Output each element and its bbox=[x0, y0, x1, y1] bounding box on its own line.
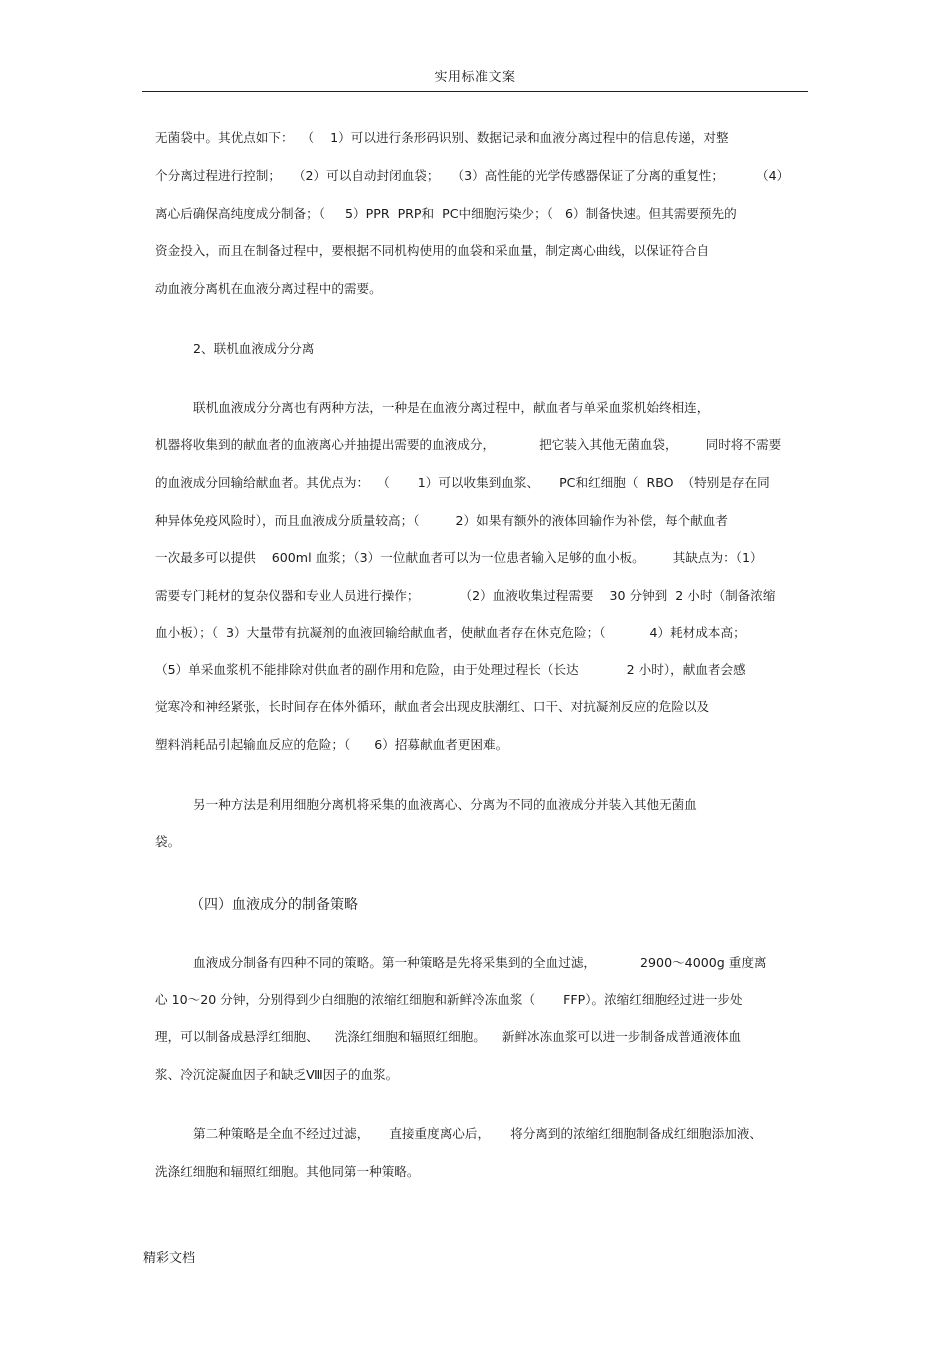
section-heading-strategy: （四）血液成分的制备策略 bbox=[190, 897, 358, 913]
para4-line-3: 理，可以制备成悬浮红细胞、 洗涤红细胞和辐照红细胞。 新鲜冰冻血浆可以进一步制备成普通液体血 bbox=[155, 1029, 742, 1044]
para2-line-10: 塑料消耗品引起输血反应的危险；（ 6）招募献血者更困难。 bbox=[155, 737, 509, 752]
para3-line-1: 另一种方法是利用细胞分离机将采集的血液离心、分离为不同的血液成分并装入其他无菌血 bbox=[193, 797, 697, 812]
para4-line-2: 心 10～20 分钟，分别得到少白细胞的浓缩红细胞和新鲜冷冻血浆（ FFP）。浓缩红细胞经过进一步处 bbox=[155, 992, 743, 1007]
para1-line-1: 无菌袋中。其优点如下： （ 1）可以进行条形码识别、数据记录和血液分离过程中的信息传递，对整 bbox=[155, 130, 729, 145]
page-header-title: 实用标准文案 bbox=[434, 70, 516, 85]
header-divider bbox=[142, 91, 808, 92]
subheading-online-separation: 2、联机血液成分分离 bbox=[193, 341, 315, 356]
para2-line-5: 一次最多可以提供 600ml 血浆；（3）一位献血者可以为一位患者输入足够的血小板。 其缺点为：（1） bbox=[155, 550, 763, 565]
para2-line-9: 觉寒冷和神经紧张，长时间存在体外循环，献血者会出现皮肤潮红、口干、对抗凝剂反应的危险以及 bbox=[155, 699, 710, 714]
para2-line-4: 种异体免疫风险时），而且血液成分质量较高；（ 2）如果有额外的液体回输作为补偿，每个献血者 bbox=[155, 513, 728, 528]
para1-line-3: 离心后确保高纯度成分制备；（ 5）PPR PRP和 PC中细胞污染少；（ 6）制备快速。但其需要预先的 bbox=[155, 206, 737, 221]
para1-line-4: 资金投入，而且在制备过程中，要根据不同机构使用的血袋和采血量，制定离心曲线，以保证符合自 bbox=[155, 243, 710, 258]
para3-line-2: 袋。 bbox=[155, 834, 181, 849]
para1-line-2: 个分离过程进行控制； （2）可以自动封闭血袋； （3）高性能的光学传感器保证了分离的重复性； （4） bbox=[155, 168, 790, 183]
para4-line-1: 血液成分制备有四种不同的策略。第一种策略是先将采集到的全血过滤， 2900～4000g 重度离 bbox=[193, 955, 767, 970]
para2-line-7: 血小板）；（ 3）大量带有抗凝剂的血液回输给献血者，使献血者存在休克危险；（ 4）耗材成本高； bbox=[155, 625, 746, 640]
para4-line-4: 浆、冷沉淀凝血因子和缺乏Ⅷ因子的血浆。 bbox=[155, 1067, 399, 1082]
para2-line-3: 的血液成分回输给献血者。其优点为： （ 1）可以收集到血浆、 PC和红细胞（ RBO （特别是存在同 bbox=[155, 475, 770, 490]
para5-line-2: 洗涤红细胞和辐照红细胞。其他同第一种策略。 bbox=[155, 1164, 420, 1179]
para5-line-1: 第二种策略是全血不经过过滤， 直接重度离心后， 将分离到的浓缩红细胞制备成红细胞添加液、 bbox=[193, 1126, 762, 1141]
para2-line-6: 需要专门耗材的复杂仪器和专业人员进行操作； （2）血液收集过程需要 30 分钟到 2 小时（制备浓缩 bbox=[155, 588, 776, 603]
para2-line-1: 联机血液成分分离也有两种方法，一种是在血液分离过程中，献血者与单采血浆机始终相连， bbox=[193, 400, 710, 415]
para2-line-8: （5）单采血浆机不能排除对供血者的副作用和危险，由于处理过程长（长达 2 小时），献血者会感 bbox=[155, 662, 746, 677]
para1-line-5: 动血液分离机在血液分离过程中的需要。 bbox=[155, 281, 382, 296]
para2-line-2: 机器将收集到的献血者的血液离心并抽提出需要的血液成分， 把它装入其他无菌血袋， 同时将不需要 bbox=[155, 437, 782, 452]
page-footer-label: 精彩文档 bbox=[143, 1251, 196, 1266]
